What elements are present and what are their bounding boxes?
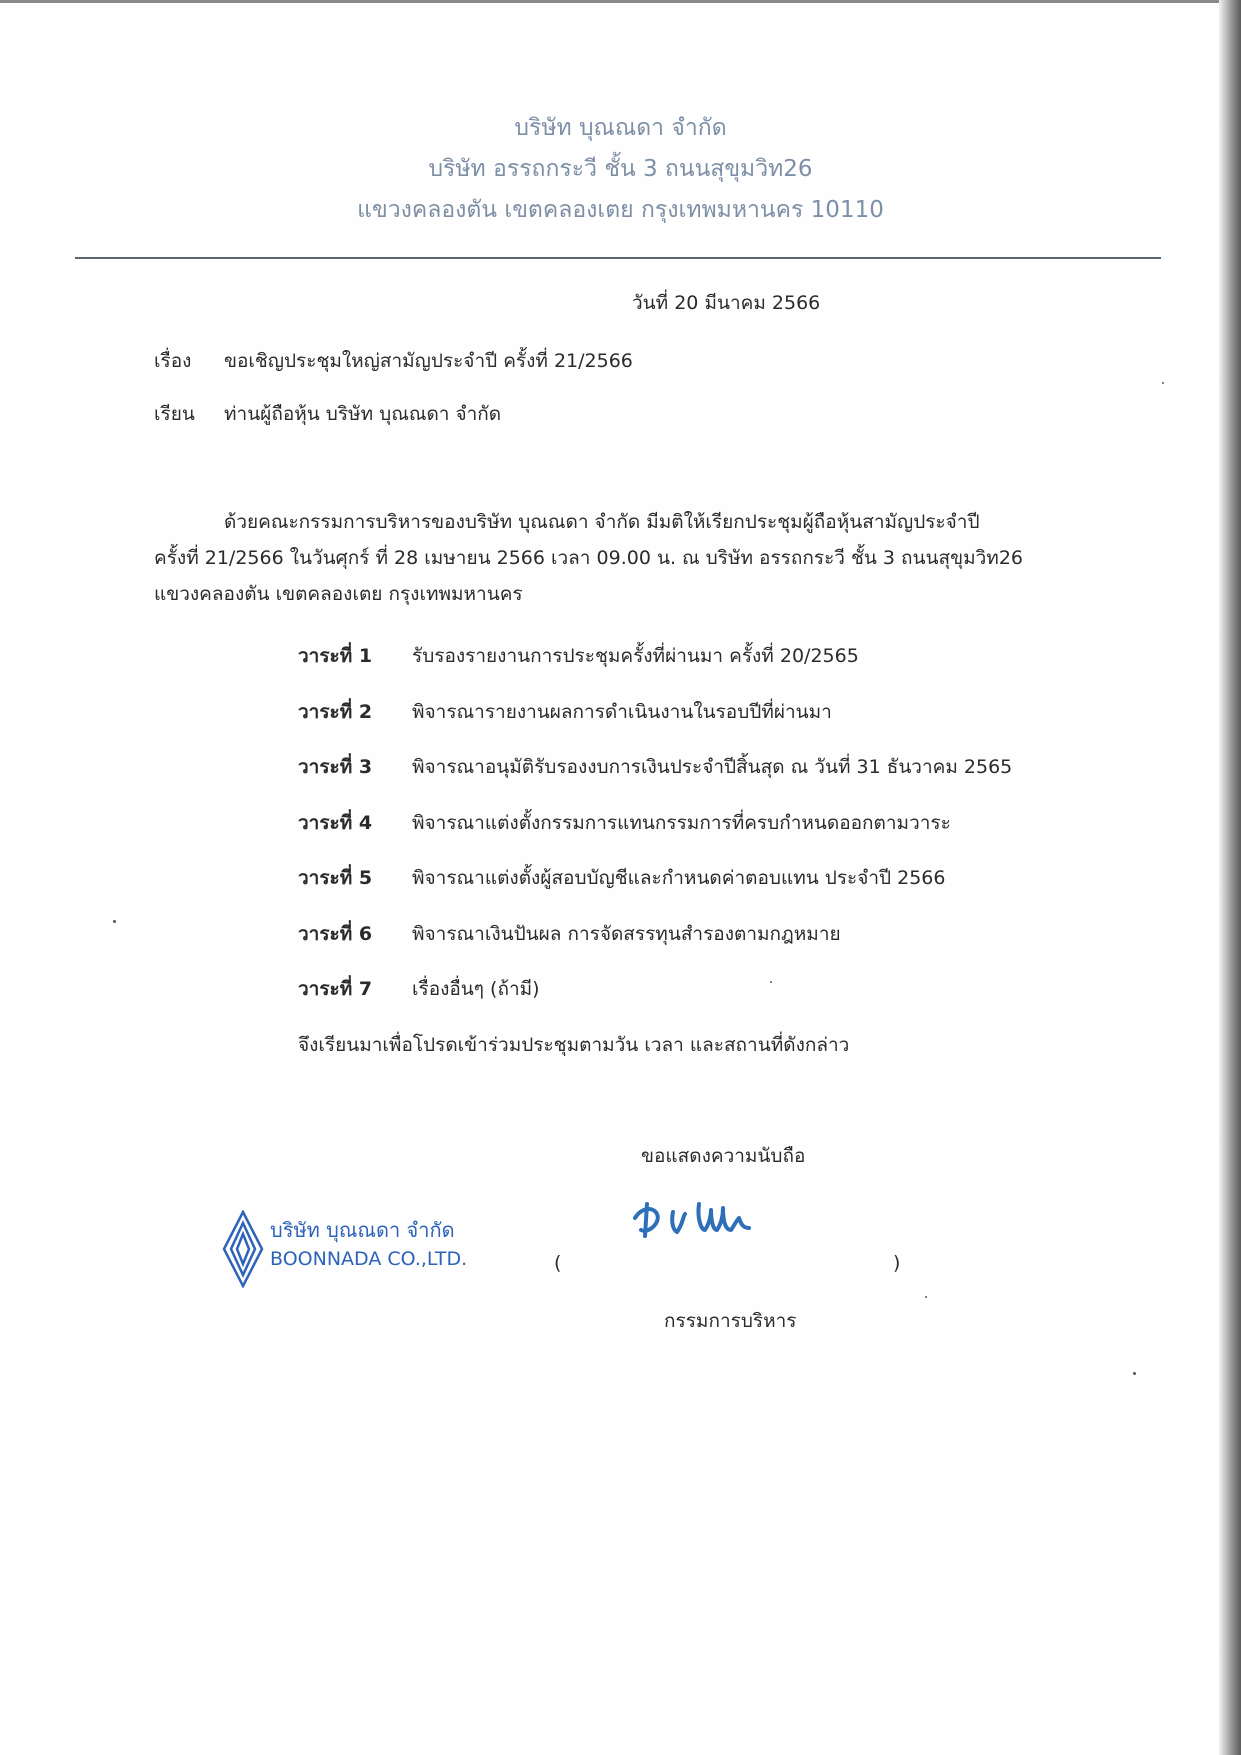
body-line: ด้วยคณะกรรมการบริหารของบริษัท บุณณดา จำกัด มีมติให้เรียกประชุมผู้ถือหุ้นสามัญประจำปี: [224, 511, 980, 533]
agenda-text: เรื่องอื่นๆ (ถ้ามี): [412, 978, 540, 1000]
agenda-number: วาระที่ 5: [298, 867, 373, 889]
recipient-label: เรียน: [154, 403, 195, 425]
letter-date: วันที่ 20 มีนาคม 2566: [632, 292, 821, 314]
scan-speck: [770, 981, 772, 983]
subject-text: ขอเชิญประชุมใหญ่สามัญประจำปี ครั้งที่ 21/2566: [224, 350, 633, 372]
subject-row: [154, 346, 633, 376]
agenda-number: วาระที่ 1: [298, 645, 373, 667]
body-line: แขวงคลองตัน เขตคลองเตย กรุงเทพมหานคร: [154, 583, 523, 605]
regards-line: ขอแสดงความนับถือ: [641, 1145, 806, 1167]
agenda-text: พิจารณาแต่งตั้งผู้สอบบัญชีและกำหนดค่าตอบแทน ประจำปี 2566: [412, 867, 946, 889]
body-paragraph: [154, 504, 1054, 612]
agenda-number: วาระที่ 2: [298, 700, 373, 723]
closing-sentence: จึงเรียนมาเพื่อโปรดเข้าร่วมประชุมตามวัน เวลา และสถานที่ดังกล่าว: [298, 1034, 850, 1056]
scan-speck: [925, 1296, 927, 1298]
scan-edge-top: [0, 0, 1241, 3]
agenda-item: [298, 808, 1012, 864]
scan-speck: [1133, 1372, 1136, 1375]
agenda-text: พิจารณาเงินปันผล การจัดสรรทุนสำรองตามกฎหมาย: [412, 922, 841, 945]
agenda-item: [298, 863, 1012, 919]
letterhead-address-line2: แขวงคลองตัน เขตคลองเตย กรุงเทพมหานคร 10110: [357, 197, 884, 223]
letterhead: [0, 108, 1241, 231]
body-line: ครั้งที่ 21/2566 ในวันศุกร์ ที่ 28 เมษายน 2566 เวลา 09.00 น. ณ บริษัท อรรถกระวี ชั้น 3 ถนนสุขุมวิท26: [154, 547, 1023, 569]
agenda-text: พิจารณาแต่งตั้งกรรมการแทนกรรมการที่ครบกำหนดออกตามวาระ: [412, 811, 951, 834]
signer-position: กรรมการบริหาร: [664, 1310, 797, 1332]
recipient-text: ท่านผู้ถือหุ้น บริษัท บุณณดา จำกัด: [224, 403, 502, 425]
agenda-number: วาระที่ 3: [298, 756, 373, 778]
letterhead-divider: [75, 257, 1161, 259]
agenda-list: [298, 641, 1012, 1030]
company-stamp: [222, 1210, 502, 1290]
agenda-item: [298, 641, 1012, 697]
agenda-item: [298, 919, 1012, 975]
signer-paren-close: ): [893, 1252, 901, 1274]
letterhead-company: บริษัท บุณณดา จำกัด: [514, 115, 727, 141]
agenda-number: วาระที่ 7: [298, 978, 373, 1000]
agenda-item: [298, 752, 1012, 808]
scan-speck: [113, 920, 116, 923]
agenda-item: [298, 697, 1012, 753]
letterhead-address-line1: บริษัท อรรถกระวี ชั้น 3 ถนนสุขุมวิท26: [428, 156, 813, 182]
agenda-text: พิจารณารายงานผลการดำเนินงานในรอบปีที่ผ่านมา: [412, 700, 832, 723]
scan-speck: [1162, 382, 1164, 384]
subject-label: เรื่อง: [154, 350, 192, 372]
scan-edge-right: [1219, 0, 1241, 1755]
handwritten-signature: [627, 1190, 767, 1250]
agenda-number: วาระที่ 4: [298, 811, 373, 834]
agenda-number: วาระที่ 6: [298, 922, 373, 945]
signer-paren-open: (: [554, 1252, 562, 1274]
recipient-row: [154, 399, 501, 429]
agenda-text: พิจารณาอนุมัติรับรองงบการเงินประจำปีสิ้นสุด ณ วันที่ 31 ธันวาคม 2565: [412, 756, 1013, 778]
diamond-logo-icon: [222, 1210, 264, 1288]
agenda-item: [298, 974, 1012, 1030]
stamp-name-english: BOONNADA CO.,LTD.: [270, 1248, 468, 1270]
stamp-name-thai: บริษัท บุณณดา จำกัด: [270, 1218, 455, 1242]
agenda-text: รับรองรายงานการประชุมครั้งที่ผ่านมา ครั้งที่ 20/2565: [412, 645, 859, 667]
